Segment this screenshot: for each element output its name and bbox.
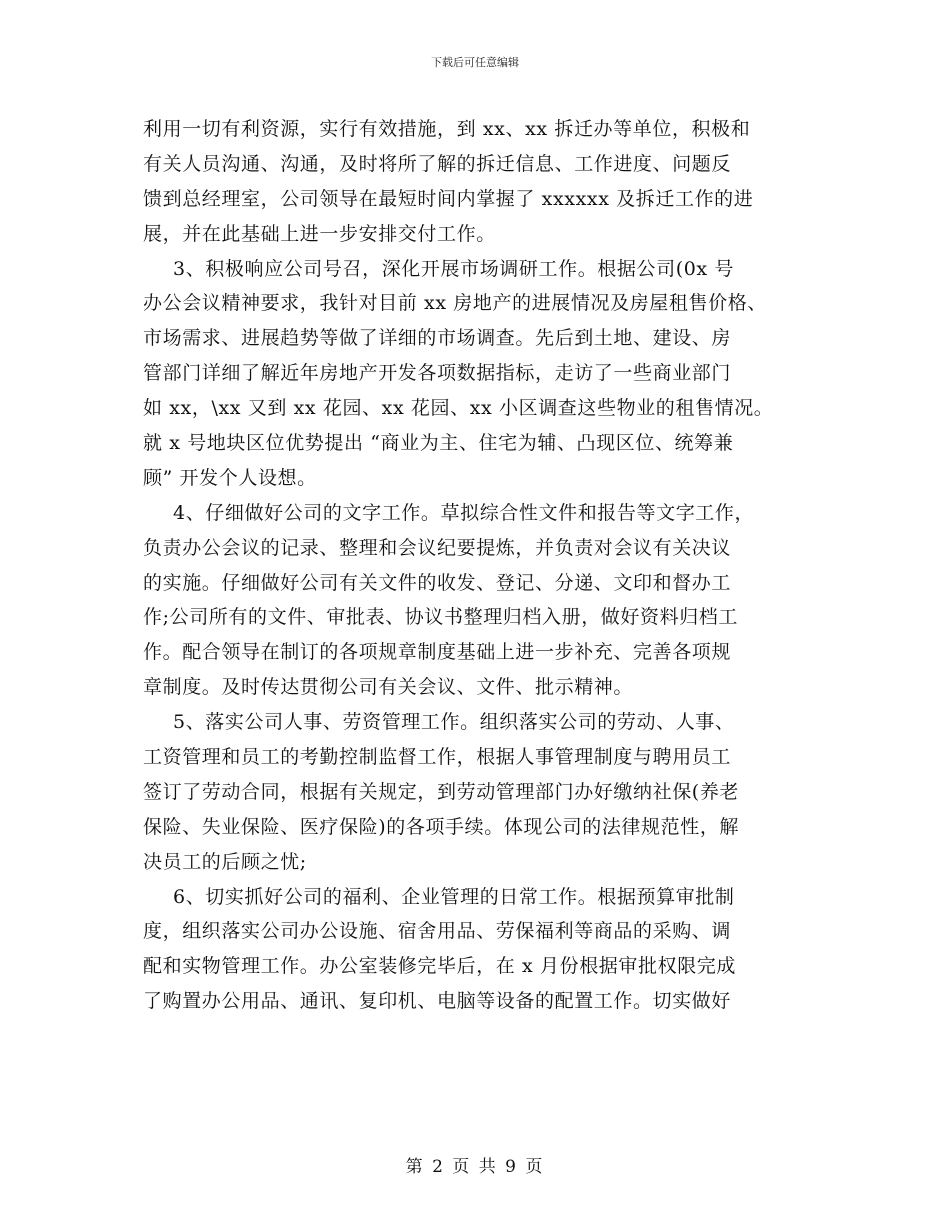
body-text-line: 办公会议精神要求，我针对目前 xx 房地产的进展情况及房屋租售价格、 xyxy=(143,292,767,315)
body-text-line: 章制度。及时传达贯彻公司有关会议、文件、批示精神。 xyxy=(143,676,634,699)
body-text-line: 的实施。仔细做好公司有关文件的收发、登记、分递、文印和督办工 xyxy=(143,571,732,594)
page-footer: 第 2 页 共 9 页 xyxy=(405,1157,545,1177)
body-text-line: 保险、失业保险、医疗保险)的各项手续。体现公司的法律规范性，解 xyxy=(143,815,740,838)
body-text-line: 展，并在此基础上进一步安排交付工作。 xyxy=(143,222,496,245)
paragraph-start-line: 3、积极响应公司号召，深化开展市场调研工作。根据公司(0x 号 xyxy=(173,257,734,280)
body-text-line: 工资管理和员工的考勤控制监督工作，根据人事管理制度与聘用员工 xyxy=(143,746,732,769)
body-text-line: 管部门详细了解近年房地产开发各项数据指标，走访了一些商业部门 xyxy=(143,362,732,385)
body-text-line: 作;公司所有的文件、审批表、协议书整理归档入册，做好资料归档工 xyxy=(143,606,739,629)
document-body xyxy=(143,112,823,1019)
paragraph-start-line: 5、落实公司人事、劳资管理工作。组织落实公司的劳动、人事、 xyxy=(173,711,735,734)
body-text-line: 顾” 开发个人设想。 xyxy=(143,466,317,489)
body-text-line: 如 xx，\xx 又到 xx 花园、xx 花园、xx 小区调查这些物业的租售情况。 xyxy=(143,397,774,420)
body-text-line: 决员工的后顾之忧; xyxy=(143,850,307,873)
body-text-line: 配和实物管理工作。办公室装修完毕后，在 x 月份根据审批权限完成 xyxy=(143,955,736,978)
body-text-line: 就 x 号地块区位优势提出 “商业为主、住宅为辅、凸现区位、统筹兼 xyxy=(143,432,734,455)
body-text-line: 市场需求、进展趋势等做了详细的市场调查。先后到土地、建设、房 xyxy=(143,327,732,350)
paragraph-start-line: 6、切实抓好公司的福利、企业管理的日常工作。根据预算审批制 xyxy=(173,885,735,908)
body-text-line: 利用一切有利资源，实行有效措施，到 xx、xx 拆迁办等单位，积极和 xyxy=(143,118,751,140)
paragraph-start-line: 4、仔细做好公司的文字工作。草拟综合性文件和报告等文字工作， xyxy=(173,501,755,524)
body-text-line: 了购置办公用品、通讯、复印机、电脑等设备的配置工作。切实做好 xyxy=(143,990,732,1013)
page-header: 下载后可任意编辑 xyxy=(431,56,519,69)
body-text-line: 作。配合领导在制订的各项规章制度基础上进一步补充、完善各项规 xyxy=(143,641,732,664)
body-text-line: 签订了劳动合同，根据有关规定，到劳动管理部门办好缴纳社保(养老 xyxy=(143,780,740,803)
body-text-line: 有关人员沟通、沟通，及时将所了解的拆迁信息、工作进度、问题反 xyxy=(143,152,732,175)
body-text-line: 度，组织落实公司办公设施、宿舍用品、劳保福利等商品的采购、调 xyxy=(143,920,732,943)
body-text-line: 馈到总经理室，公司领导在最短时间内掌握了 xxxxxx 及拆迁工作的进 xyxy=(143,187,754,210)
body-text-line: 负责办公会议的记录、整理和会议纪要提炼，并负责对会议有关决议 xyxy=(143,536,732,559)
